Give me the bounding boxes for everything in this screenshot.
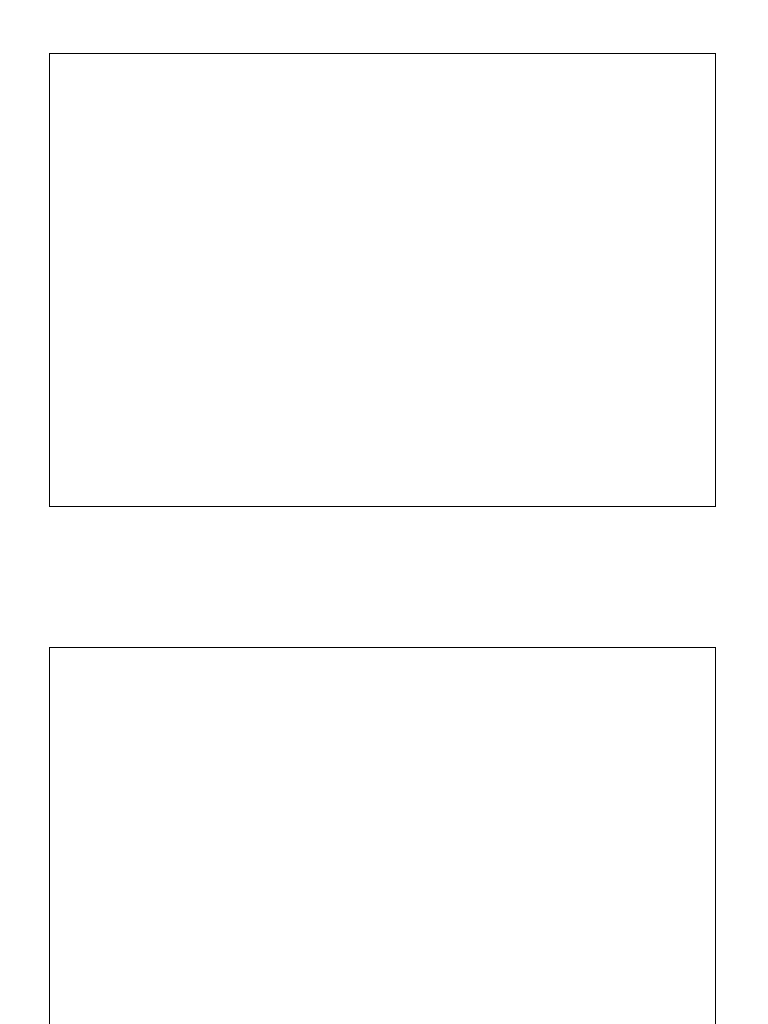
new-budget-sheet	[49, 647, 716, 1024]
current-budget-sheet	[49, 53, 716, 507]
